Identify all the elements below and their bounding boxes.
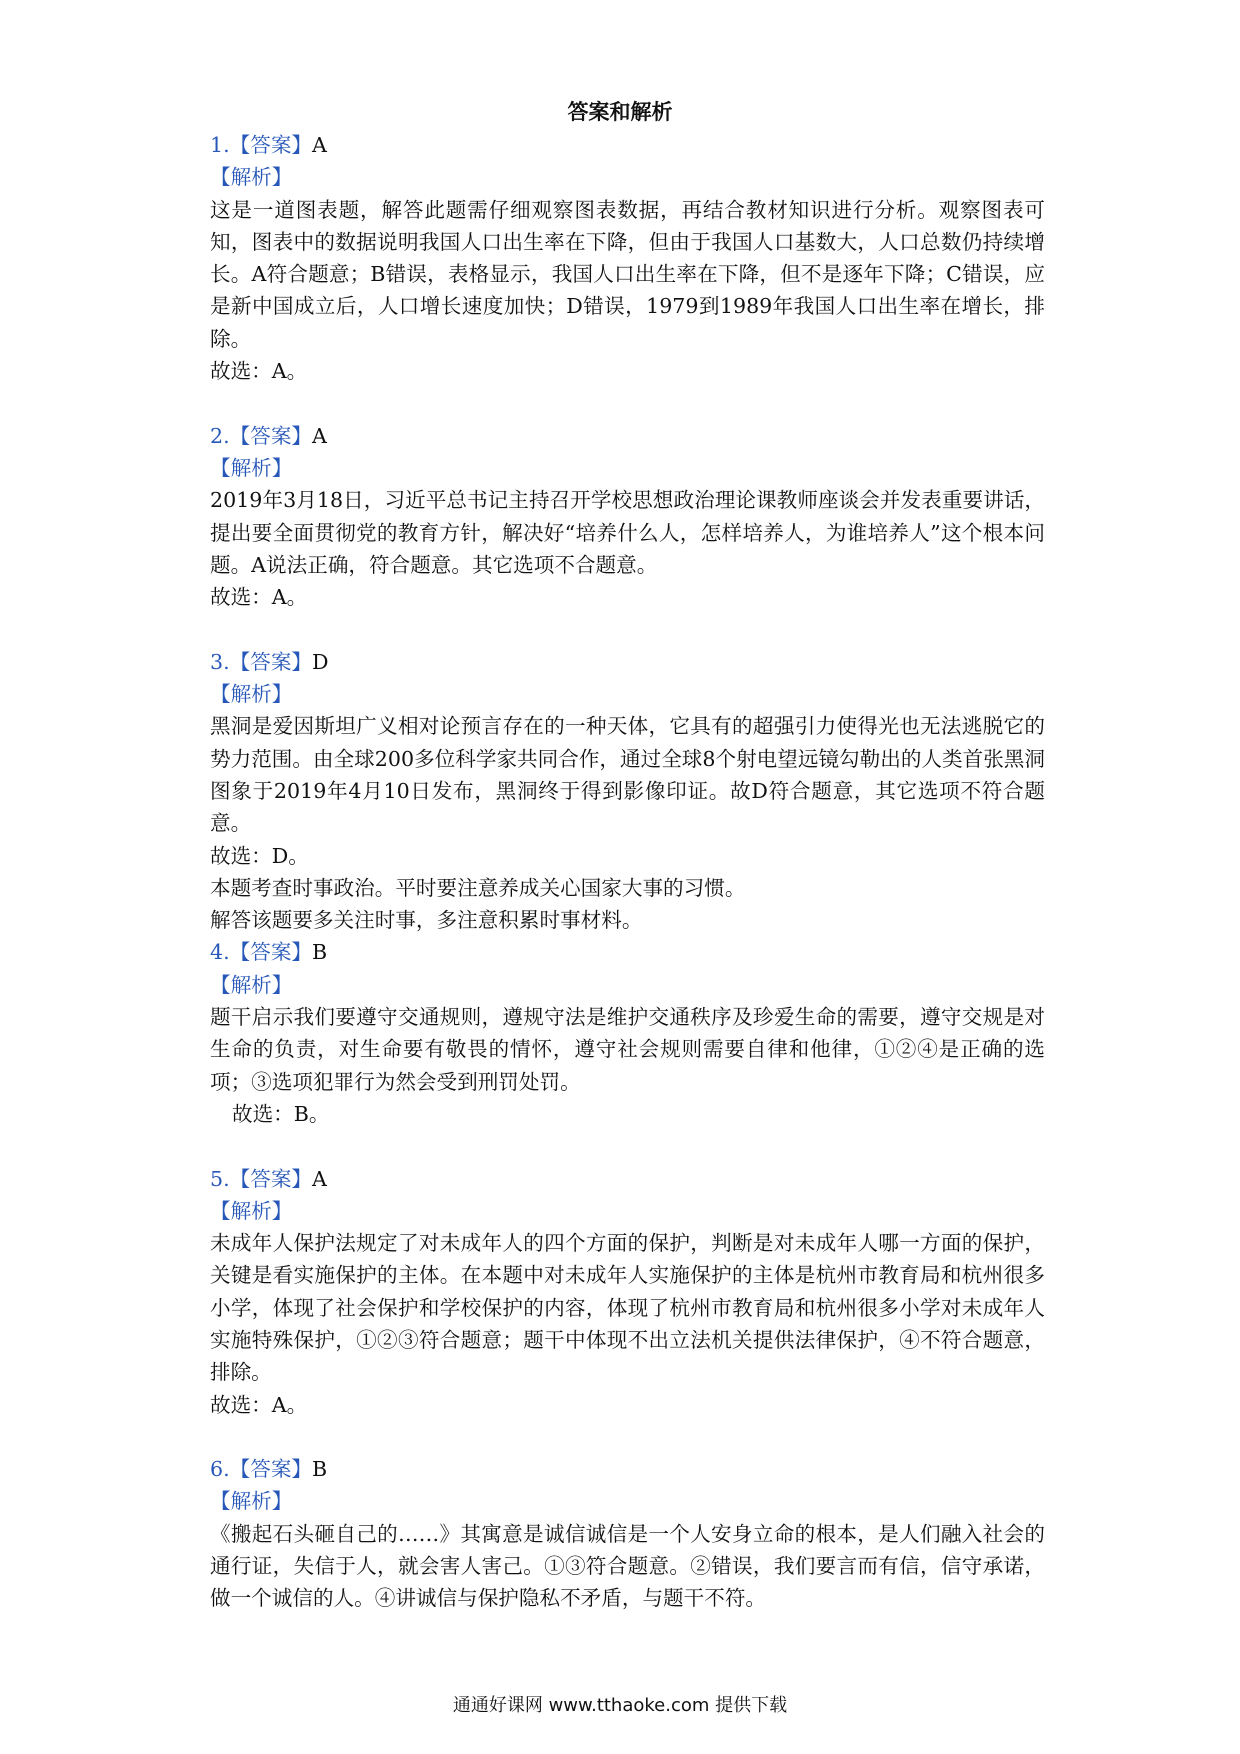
q5-choice: 故选：A。 — [210, 1392, 308, 1417]
q2-analysis-tag: 【解析】 — [210, 455, 293, 480]
q2-number: 2. — [210, 423, 230, 448]
q4-analysis-tag: 【解析】 — [210, 972, 293, 997]
q3-answer: D — [312, 649, 329, 674]
spacer — [210, 387, 1045, 419]
q1-number: 1. — [210, 133, 230, 157]
q1-choice: 故选：A。 — [210, 359, 308, 384]
q2-analysis-text: 2019年3月18日，习近平总书记主持召开学校思想政治理论课教师座谈会并发表重要讲话，提出要全面贯彻党的教育方针，解决好“培养什么人，怎样培养人，为谁培养人”这个根本问题。A说法正确，符合题意。其它选项不合题意。 — [210, 488, 1045, 577]
q1-answer: A — [312, 133, 327, 157]
q6-analysis-text: 《搬起石头砸自己的……》其寓意是诚信诚信是一个人安身立命的根本，是人们融入社会的通行证，失信于人，就会害人害己。①③符合题意。②错误，我们要言而有信，信守承诺，做一个诚信的人。④讲诚信与保护隐私不矛盾，与题干不符。 — [210, 1521, 1045, 1611]
page-title: 答案和解析 — [567, 100, 673, 124]
q5-number: 5. — [210, 1166, 230, 1191]
q6-analysis-tag: 【解析】 — [210, 1489, 293, 1514]
q5-answer: A — [312, 1166, 327, 1191]
q4-answer-line — [210, 936, 1045, 968]
q2-answer: A — [312, 423, 327, 448]
q5-answer-tag: 【答案】 — [229, 1166, 313, 1191]
spacer — [210, 1421, 1045, 1453]
q2-answer-tag: 【答案】 — [229, 423, 313, 448]
q3-analysis-tag: 【解析】 — [210, 682, 293, 707]
q3-answer-tag: 【答案】 — [229, 649, 313, 674]
q3-number: 3. — [210, 649, 230, 674]
q1-analysis-text: 这是一道图表题，解答此题需仔细观察图表数据，再结合教材知识进行分析。观察图表可知，图表中的数据说明我国人口出生率在下降，但由于我国人口基数大，人口总数仍持续增长。A符合题意；B错误，表格显示，我国人口出生率在下降，但不是逐年下降；C错误，应是新中国成立后，人口增长速度加快；D错误，1979到1989年我国人口出生率在增长，排除。 — [210, 197, 1045, 351]
spacer — [210, 1130, 1045, 1162]
page-footer: 通通好课网 www.tthaoke.com 提供下载 — [452, 1695, 788, 1716]
q3-extra-note-1: 本题考查时事政治。平时要注意养成关心国家大事的习惯。 — [210, 875, 746, 900]
q2-choice: 故选：A。 — [210, 585, 308, 610]
q3-answer-line — [210, 646, 1045, 678]
q5-analysis-tag: 【解析】 — [210, 1198, 293, 1223]
q6-answer-tag: 【答案】 — [229, 1457, 313, 1482]
q5-answer-line — [210, 1163, 1045, 1195]
q4-answer: B — [312, 940, 328, 965]
q6-answer-line — [210, 1453, 1045, 1485]
q3-extra-note-2: 解答该题要多关注时事，多注意积累时事材料。 — [210, 908, 643, 933]
q6-number: 6. — [210, 1457, 230, 1482]
q4-answer-tag: 【答案】 — [229, 940, 313, 965]
spacer — [210, 613, 1045, 645]
q4-number: 4. — [210, 940, 230, 965]
q3-analysis-text: 黑洞是爱因斯坦广义相对论预言存在的一种天体，它具有的超强引力使得光也无法逃脱它的势力范围。由全球200多位科学家共同合作，通过全球8个射电望远镜勾勒出的人类首张黑洞图象于2019年4月10日发布，黑洞终于得到影像印证。故D符合题意，其它选项不符合题意。 — [210, 714, 1045, 836]
q4-analysis-text: 题干启示我们要遵守交通规则，遵规守法是维护交通秩序及珍爱生命的需要，遵守交规是对生命的负责，对生命要有敬畏的情怀，遵守社会规则需要自律和他律，①②④是正确的选项；③选项犯罪行为然会受到刑罚处罚。 — [210, 1005, 1045, 1094]
q3-choice: 故选：D。 — [210, 843, 309, 868]
q4-choice: 故选：B。 — [232, 1101, 330, 1126]
answer-content — [210, 129, 1045, 1615]
q1-answer-line — [210, 129, 1045, 161]
q2-answer-line — [210, 420, 1045, 452]
q1-answer-tag: 【答案】 — [229, 133, 313, 157]
q1-analysis-tag: 【解析】 — [210, 165, 293, 190]
q5-analysis-text: 未成年人保护法规定了对未成年人的四个方面的保护，判断是对未成年人哪一方面的保护，关键是看实施保护的主体。在本题中对未成年人实施保护的主体是杭州市教育局和杭州很多小学，体现了社会保护和学校保护的内容，体现了杭州市教育局和杭州很多小学对未成年人实施特殊保护，①②③符合题意；题干中体现不出立法机关提供法律保护，④不符合题意，排除。 — [210, 1231, 1045, 1385]
q6-answer: B — [312, 1457, 328, 1482]
